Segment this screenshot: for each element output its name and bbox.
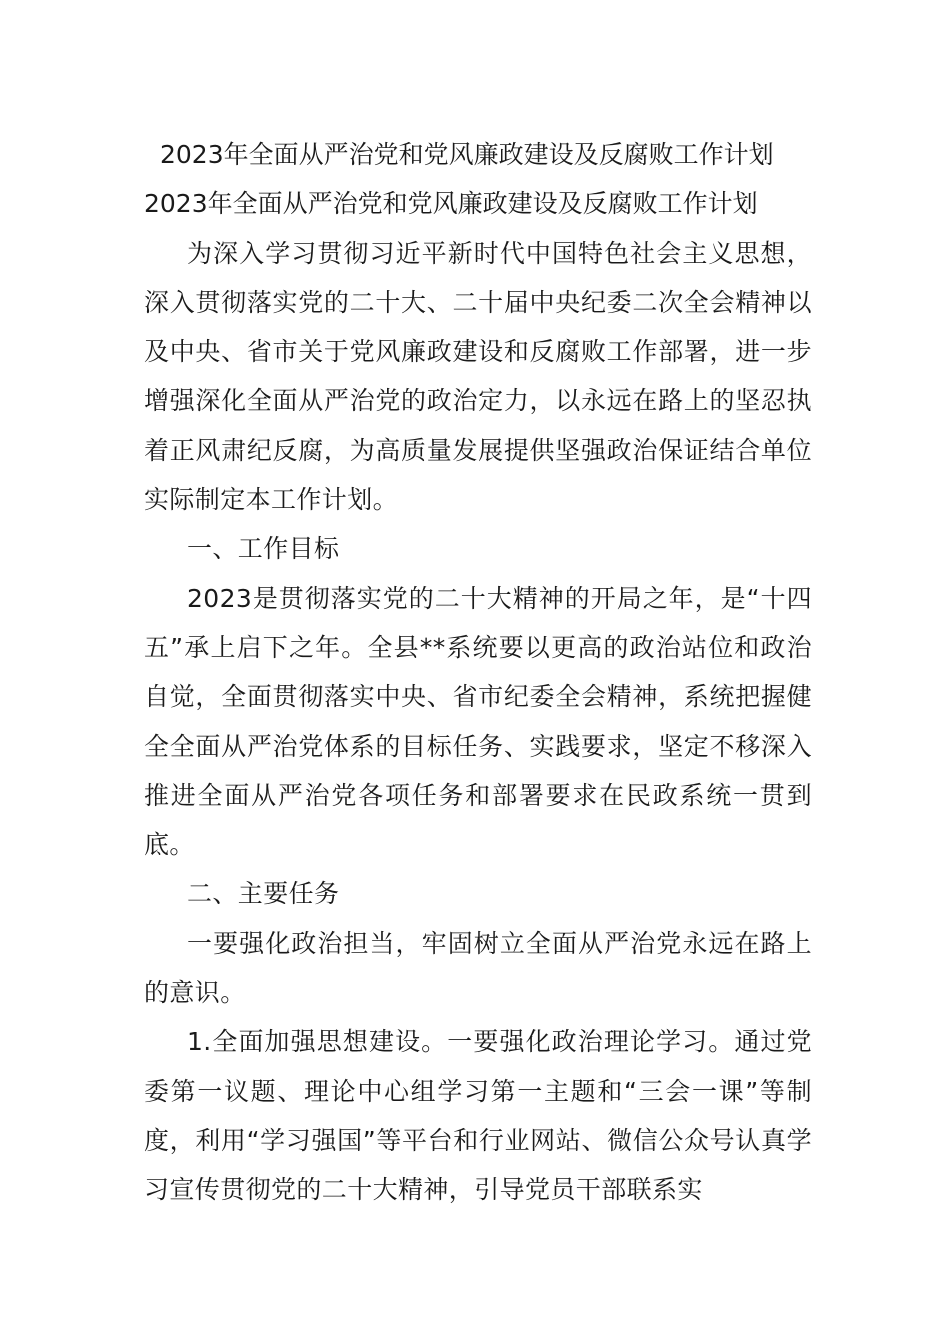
section-heading-tasks: 二、主要任务 bbox=[187, 879, 340, 909]
document-title: 2023年全面从严治党和党风廉政建设及反腐败工作计划 bbox=[160, 140, 774, 169]
paragraph-task-1-1: 1.全面加强思想建设。一要强化政治理论学习。通过党委第一议题、理论中心组学习第一主题和“三会一课”等制度，利用“学习强国”等平台和行业网站、微信公众号认真学习宣传贯彻党的二十大精神，引导党员干部联系实 bbox=[144, 1027, 812, 1205]
paragraph-goals: 2023是贯彻落实党的二十大精神的开局之年，是“十四五”承上启下之年。全县**系统要以更高的政治站位和政治自觉，全面贯彻落实中央、省市纪委全会精神，系统把握健全全面从严治党体系的目标任务、实践要求，坚定不移深入推进全面从严治党各项任务和部署要求在民政系统一贯到底。 bbox=[144, 583, 812, 860]
paragraph-intro: 为深入学习贯彻习近平新时代中国特色社会主义思想，深入贯彻落实党的二十大、二十届中央纪委二次全会精神以及中央、省市关于党风廉政建设和反腐败工作部署，进一步增强深化全面从严治党的政治定力，以永远在路上的坚忍执着正风肃纪反腐，为高质量发展提供坚强政治保证结合单位实际制定本工作计划。 bbox=[144, 238, 812, 515]
document-subtitle: 2023年全面从严治党和党风廉政建设及反腐败工作计划 bbox=[144, 189, 758, 219]
paragraph-task-1: 一要强化政治担当，牢固树立全面从严治党永远在路上的意识。 bbox=[144, 928, 812, 1008]
document-body bbox=[144, 130, 812, 1215]
section-heading-goals: 一、工作目标 bbox=[187, 534, 340, 564]
